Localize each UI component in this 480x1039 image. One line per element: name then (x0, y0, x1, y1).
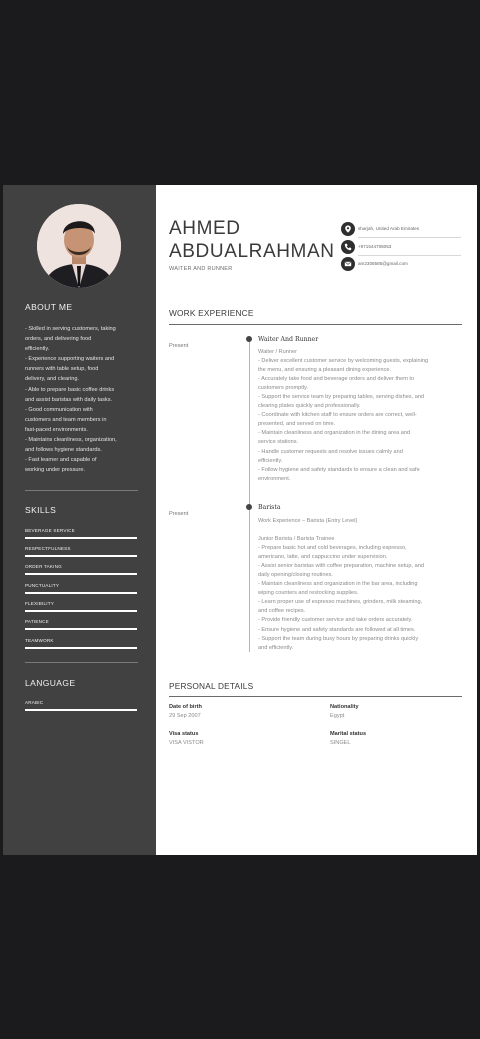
sidebar (3, 185, 156, 855)
job-line: - Accurately take food and beverage orders and deliver them to (258, 376, 415, 383)
job-line: Work Experience – Barista (Entry Level) (258, 518, 358, 524)
job-line: - Handle customer requests and resolve issues calmly and (258, 448, 403, 455)
sidebar-divider (25, 662, 138, 663)
skill-bar (25, 555, 137, 557)
skill-label: TEAMWORK (25, 638, 54, 643)
job-line: clearing plates quickly and professionally. (258, 403, 361, 410)
about-line: - Maintains cleanliness, organization, (25, 437, 117, 444)
contact-phone-text: +971544705053 (358, 244, 392, 249)
profile-photo (37, 204, 121, 288)
job-line: efficiently. (258, 457, 283, 464)
skill-label: PUNCTUALITY (25, 583, 60, 588)
dob-value: 29 Sep 2007 (169, 713, 201, 719)
job-description (258, 517, 463, 653)
language-title: LANGUAGE (25, 678, 76, 688)
skill-label: BEVERAGE SERVICE (25, 528, 75, 533)
job-line: - Learn proper use of espresso machines, grinders, milk steaming, (258, 599, 423, 606)
skill-item (25, 583, 137, 594)
timeline-dot (246, 336, 252, 342)
section-rule (169, 324, 462, 325)
skill-label: PATIENCE (25, 619, 49, 624)
dob-label: Date of birth (169, 704, 202, 710)
about-line: runners with table setup, food (25, 366, 99, 373)
skill-bar (25, 537, 137, 539)
job-line: - Follow hygiene and safety standards to ensure a clean and safe (258, 466, 420, 473)
job-line: - Assist senior baristas with coffee preparation, machine setup, and (258, 563, 424, 570)
about-line: orders, and delivering food (25, 336, 92, 343)
about-title: ABOUT ME (25, 302, 73, 312)
job-line: - Coordinate with kitchen staff to ensure orders are correct, well- (258, 412, 417, 419)
contact-location-text: sharjah, United Arab Emirates (358, 226, 420, 231)
job-line: - Provide friendly customer service and take orders accurately. (258, 617, 413, 624)
resume-document (3, 185, 477, 855)
skill-item (25, 564, 137, 575)
job-line: wiping counters and restocking supplies. (258, 590, 359, 597)
job-title: Waiter And Runner (258, 336, 319, 343)
about-line: efficiently. (25, 346, 50, 353)
phone-icon (341, 240, 355, 254)
skill-item (25, 546, 137, 557)
nationality-label: Nationality (330, 704, 359, 710)
job-line: - Deliver excellent customer service by welcoming guests, explaining (258, 358, 429, 365)
contact-rule (358, 255, 461, 256)
job-line: - Maintain cleanliness and organization in the bar area, including (258, 581, 418, 588)
skill-label: ORDER TAKING (25, 564, 62, 569)
job-line: americano, latte, and cappuccino under supervision. (258, 554, 388, 561)
job-line: presented, and served on time. (258, 421, 336, 428)
skill-item (25, 619, 137, 630)
skill-bar (25, 610, 137, 612)
visa-value: VISA VISTOR (169, 740, 204, 746)
job-role: WAITER AND RUNNER (169, 266, 233, 272)
job-description (258, 348, 463, 484)
job-line: Waiter / Runner (258, 349, 297, 355)
skills-title: SKILLS (25, 505, 57, 515)
location-pin-icon (341, 222, 355, 236)
about-line: delivery, and clearing. (25, 376, 79, 383)
nationality-value: Egypt (330, 713, 345, 719)
about-line: - Experience supporting waiters and (25, 356, 115, 363)
job-period: Present (169, 343, 189, 349)
skill-label: RESPECTFULNESS (25, 546, 71, 551)
job-line: and efficiently. (258, 644, 294, 651)
job-line: - Ensure hygiene and safety standards are followed at all times. (258, 626, 416, 633)
name-last: ABDUALRAHMAN (169, 241, 335, 262)
skill-item (25, 528, 137, 539)
experience-title: WORK EXPERIENCE (169, 308, 254, 318)
about-line: customers and team members in (25, 416, 107, 423)
section-rule (169, 696, 462, 697)
skill-item (25, 638, 137, 649)
job-line: - Maintain cleanliness and organization in the dining area and (258, 430, 411, 437)
skill-bar (25, 647, 137, 649)
about-line: and assist baristas with daily tasks. (25, 396, 113, 403)
job-line: - Support the team during busy hours by preparing drinks quickly (258, 635, 419, 642)
timeline-line (249, 340, 250, 652)
about-line: fast-paced environments. (25, 426, 88, 433)
job-line: - Support the service team by preparing tables, serving dishes, and (258, 394, 425, 401)
full-name (169, 217, 335, 263)
marital-value: SINGEL (330, 740, 351, 746)
job-line: service stations. (258, 439, 299, 446)
about-line: - Skilled in serving customers, taking (25, 326, 116, 332)
skill-bar (25, 573, 137, 575)
job-line: customers promptly. (258, 385, 308, 392)
about-line: - Good communication with (25, 406, 93, 413)
job-line: daily opening/closing routines. (258, 572, 333, 579)
marital-label: Marital status (330, 731, 367, 737)
timeline-dot (246, 504, 252, 510)
language-label: ARABIC (25, 700, 44, 705)
personal-title: PERSONAL DETAILS (169, 681, 254, 691)
job-line: Junior Barista / Barista Trainee (258, 536, 335, 543)
about-line: and follows hygiene standards. (25, 447, 102, 454)
about-line: working under pressure. (25, 467, 86, 474)
main-content (156, 185, 477, 855)
contact-rule (358, 237, 461, 238)
language-bar (25, 709, 137, 711)
contact-email-text: am2308585@gmail.com (358, 261, 408, 266)
job-line: environment. (258, 475, 291, 482)
name-first: AHMED (169, 218, 241, 239)
about-line: - Able to prepare basic coffee drinks (25, 386, 115, 393)
job-line: - Prepare basic hot and cold beverages, including espresso, (258, 545, 407, 552)
visa-label: Visa status (169, 731, 199, 737)
skill-item (25, 601, 137, 612)
job-period: Present (169, 511, 189, 517)
language-item (25, 700, 137, 711)
job-title: Barista (258, 504, 281, 511)
about-line: - Fast learner and capable of (25, 457, 97, 464)
sidebar-divider (25, 490, 138, 491)
about-text (25, 324, 138, 475)
email-icon (341, 257, 355, 271)
job-line (258, 526, 463, 535)
job-line: and coffee recipes. (258, 608, 306, 615)
skill-label: FLEXIBILITY (25, 601, 55, 606)
job-line: the menu, and ensuring a pleasant dining experience. (258, 367, 392, 374)
skill-bar (25, 628, 137, 630)
skill-bar (25, 592, 137, 594)
